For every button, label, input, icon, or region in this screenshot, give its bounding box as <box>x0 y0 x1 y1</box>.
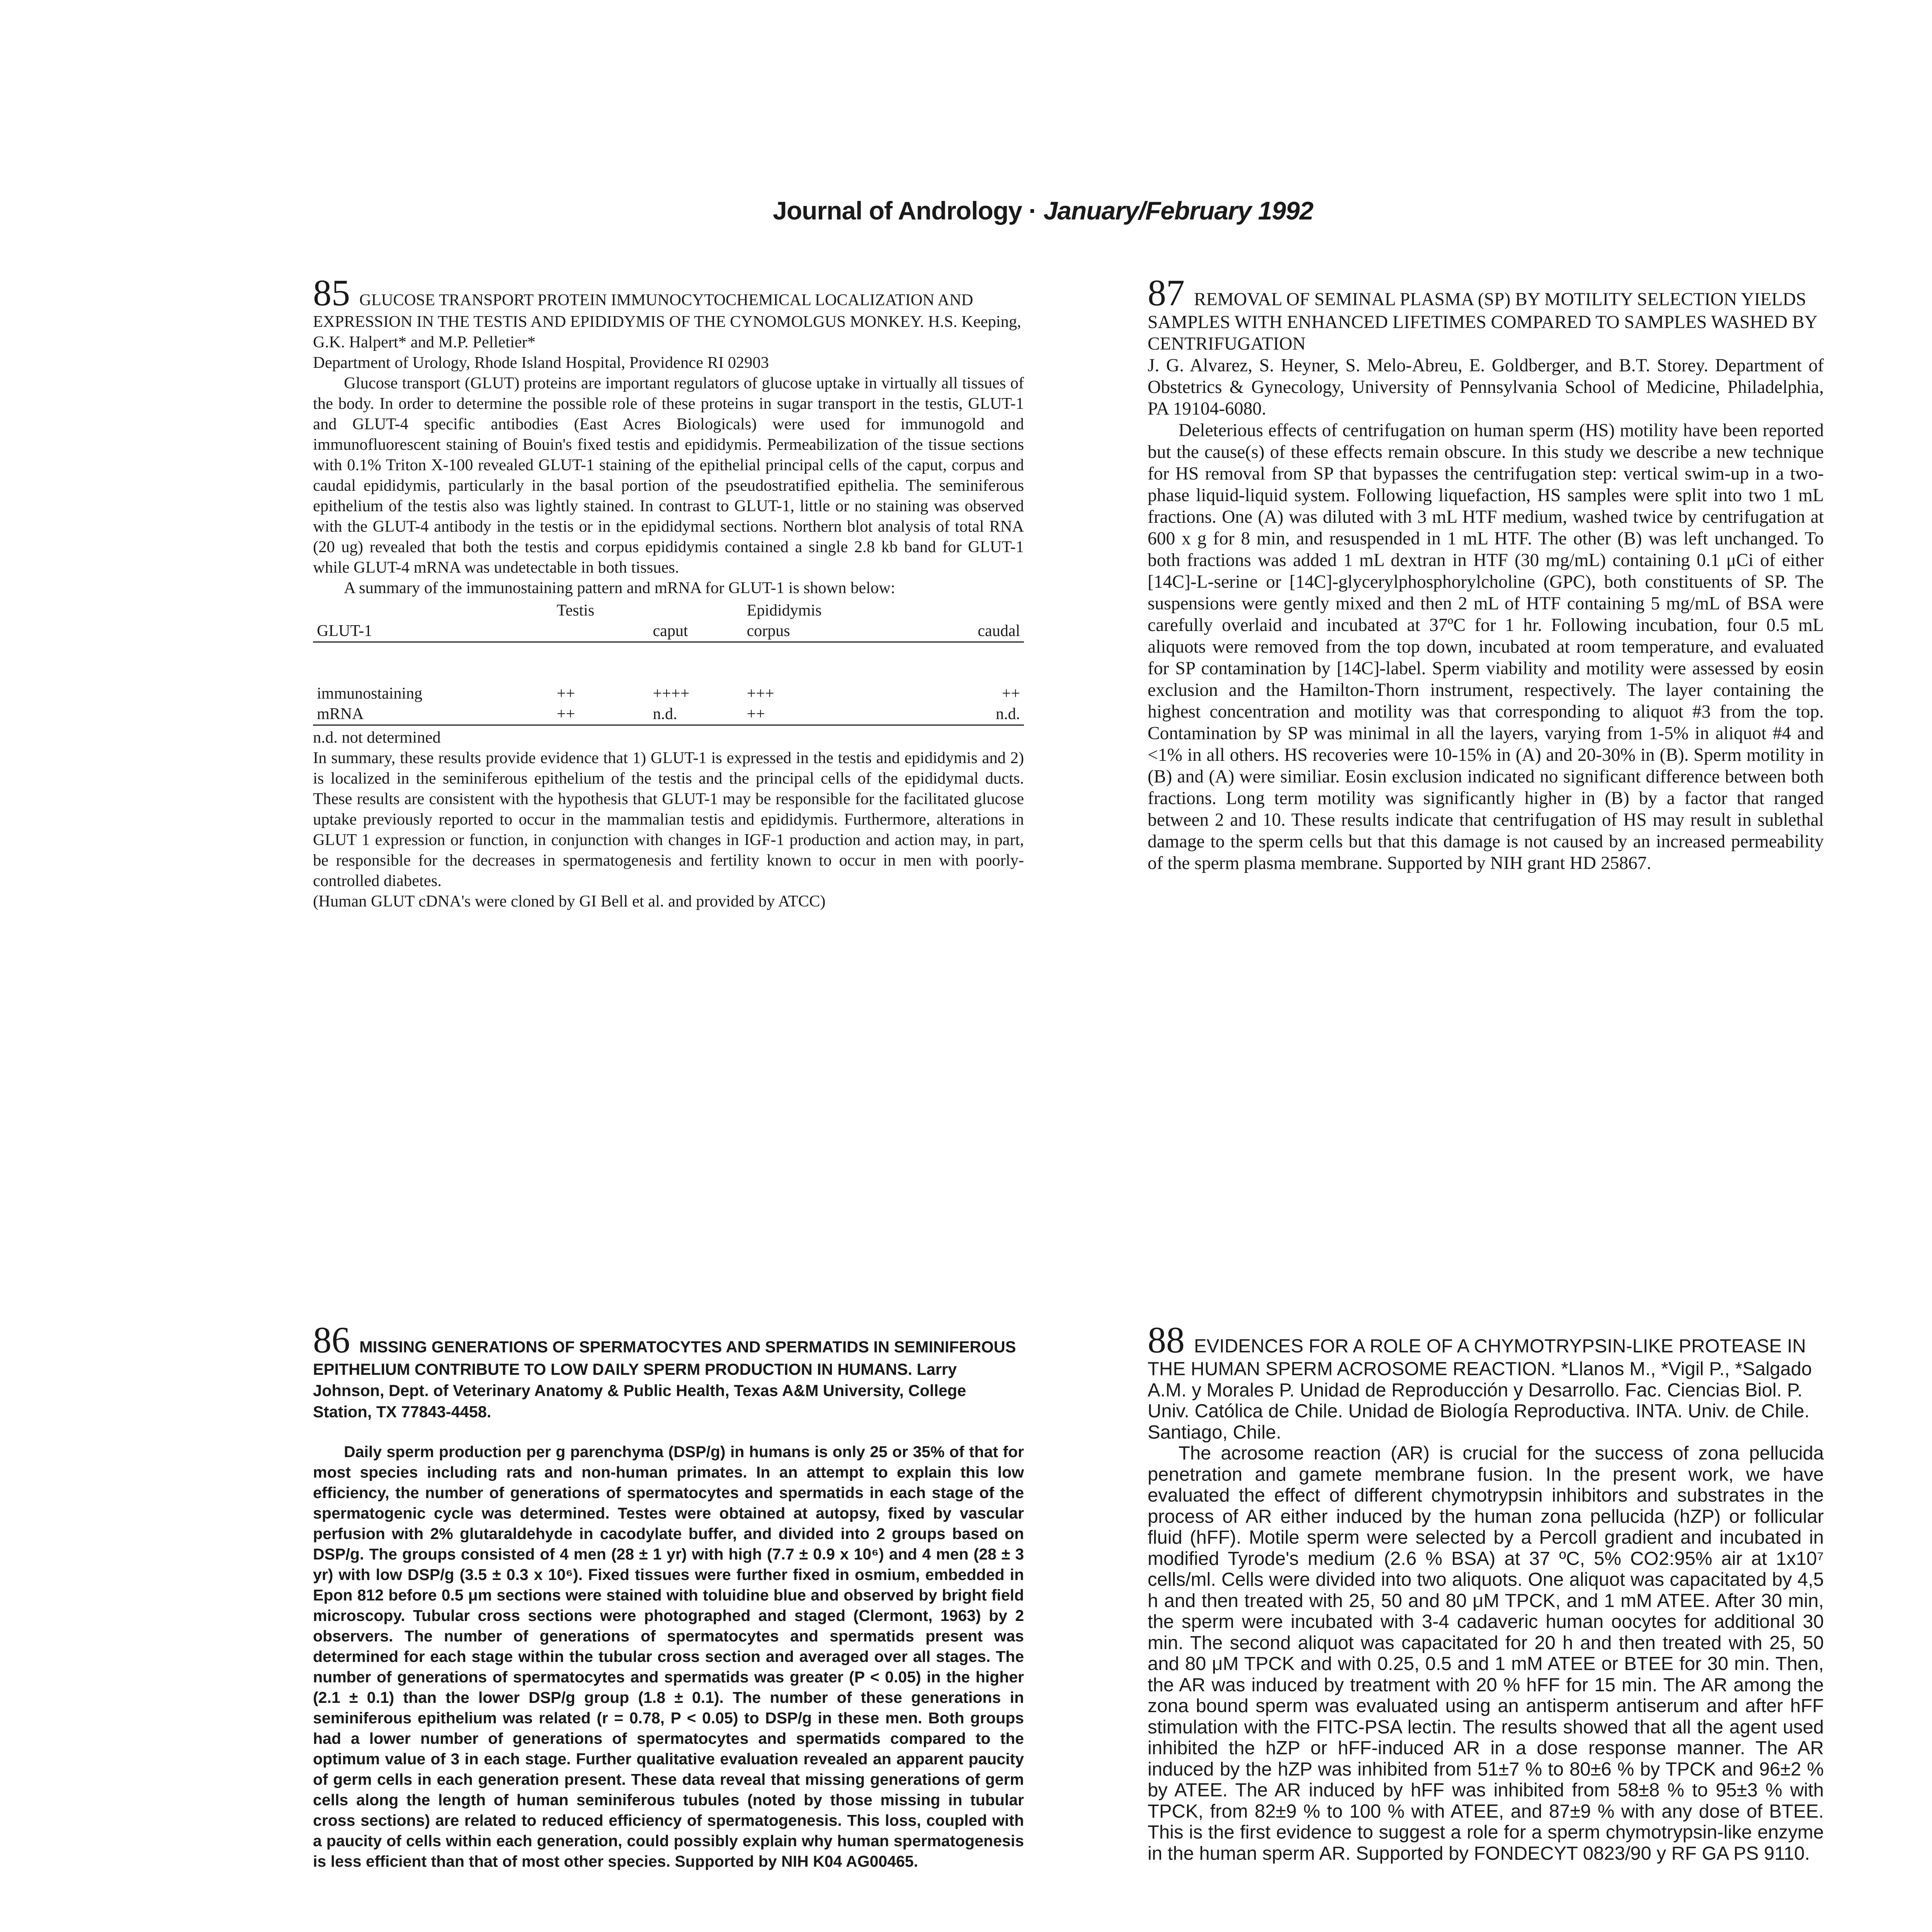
table-subheader: caput <box>649 621 743 642</box>
abstract-authors: H.S. Keeping, G.K. Halpert* and M.P. Pelletier* <box>313 313 1021 351</box>
table-subheader: caudal <box>918 621 1024 642</box>
table-row <box>313 704 1024 725</box>
abstract-number: 88 <box>1148 1319 1185 1361</box>
table-header: Testis <box>556 602 595 619</box>
abstract-title: EVIDENCES FOR A ROLE OF A CHYMOTRYPSIN-LIKE PROTEASE IN THE HUMAN SPERM ACROSOME REACTION. <box>1148 1336 1806 1379</box>
abstract-authors: J. G. Alvarez, S. Heyner, S. Melo-Abreu, E. Goldberger, and B.T. Storey. Department of Obstetrics & Gynecology, University of Pennsylvania School of Medicine, Philadelphia, PA 19104-6080. <box>1148 355 1824 419</box>
abstract-number: 85 <box>313 272 350 313</box>
table-row-label: GLUT-1 <box>313 621 553 642</box>
journal-issue: January/February 1992 <box>1043 196 1313 225</box>
table-cell: ++ <box>553 704 649 725</box>
journal-header <box>773 189 1546 232</box>
abstract-note: (Human GLUT cDNA's were cloned by GI Bell et al. and provided by ATCC) <box>313 892 826 910</box>
table-cell: mRNA <box>313 704 553 725</box>
abstract-title: MISSING GENERATIONS OF SPERMATOCYTES AND SPERMATIDS IN SEMINIFEROUS EPITHELIUM CONTRIBUTE TO LOW DAILY SPERM PRODUCTION IN HUMANS. <box>313 1338 1016 1378</box>
header-separator: · <box>1022 196 1044 225</box>
abstract-number: 86 <box>313 1319 350 1361</box>
table-cell: ++ <box>556 685 575 702</box>
abstract-paragraph: A summary of the immunostaining pattern and mRNA for GLUT-1 is shown below: <box>344 579 895 597</box>
abstract-88 <box>1148 1321 1824 1864</box>
table-cell: n.d. <box>649 704 743 725</box>
table-cell: ++++ <box>653 685 690 702</box>
abstract-title: GLUCOSE TRANSPORT PROTEIN IMMUNOCYTOCHEMICAL LOCALIZATION AND EXPRESSION IN THE TESTIS AND EPIDIDYMIS OF THE CYNOMOLGUS MONKEY. <box>313 291 973 331</box>
glut-summary-table <box>313 600 1024 726</box>
journal-name: Journal of Andrology <box>773 196 1022 225</box>
abstract-paragraph: Glucose transport (GLUT) proteins are important regulators of glucose uptake in virtually all tissues of the body. In order to determine the possible role of these proteins in sugar transport in the testis, GLUT-1 and GLUT-4 specific antibodies (East Acres Biologicals) were used for immunogold and immunofluorescent staining of Bouin's fixed testis and epididymis. Permeabilization of the tissue sections with 0.1% Triton X-100 revealed GLUT-1 staining of the epithelial principal cells of the caput, corpus and caudal epididymis, particularly in the basal portion of the pseudostratified epithelia. The seminiferous epithelium of the testis also was lightly stained. In contrast to GLUT-1, little or no staining was observed with the GLUT-4 antibody in the testis or in the epididymal sections. Northern blot analysis of total RNA (20 ug) revealed that both the testis and corpus epididymis contained a single 2.8 kb band for GLUT-1 while GLUT-4 mRNA was undetectable in both tissues. <box>313 374 1024 577</box>
abstract-paragraph: Daily sperm production per g parenchyma (DSP/g) in humans is only 25 or 35% of that for most species including rats and non-human primates. In an attempt to explain this low efficiency, the number of generations of spermatocytes and spermatids in each stage of the spermatogenic cycle was determined. Testes were obtained at autopsy, fixed by vascular perfusion with 2% glutaraldehyde in cacodylate buffer, and divided into 2 groups based on DSP/g. The groups consisted of 4 men (28 ± 1 yr) with high (7.7 ± 0.9 x 10⁶) and 4 men (28 ± 3 yr) with low DSP/g (3.5 ± 0.3 x 10⁶). Fixed tissues were further fixed in osmium, embedded in Epon 812 before 0.5 μm sections were stained with toluidine blue and observed by bright field microscopy. Tubular cross sections were photographed and staged (Clermont, 1963) by 2 observers. The number of generations of spermatocytes and spermatids present was determined for each stage within the tubular cross section and averaged over all stages. The number of generations of spermatocytes and spermatids was greater (P < 0.05) in the higher (2.1 ± 0.1) than the lower DSP/g group (1.8 ± 0.1). The number of these generations in seminiferous epithelium was related (r = 0.78, P < 0.05) to DSP/g in these men. Both groups had a lower number of generations of spermatocytes and spermatids compared to the optimum value of 3 in each stage. Further qualitative evaluation revealed an apparent paucity of germ cells in each generation present. These data reveal that missing generations of germ cells along the length of human seminiferous tubules (noted by those missing in tubular cross sections) are related to reduced efficiency of spermatogenesis. This loss, coupled with a paucity of cells within each generation, could possibly explain why human spermatogenesis is less efficient than that of most other species. Supported by NIH K04 AG00465. <box>313 1443 1024 1870</box>
abstract-paragraph: The acrosome reaction (AR) is crucial for the success of zona pellucida penetration and gamete membrane fusion. In the present work, we have evaluated the effect of different chymotrypsin inhibitors and substrates in the process of AR either induced by the human zona pellucida (hZP) or follicular fluid (hFF). Motile sperm were selected by a Percoll gradient and incubated in modified Tyrode's medium (2.6 % BSA) at 37 ºC, 5% CO2:95% air at 1x10⁷ cells/ml. Cells were divided into two aliquots. One aliquot was capacitated by 4,5 h and then treated with 25, 50 and 80 μM TPCK, and 1 mM ATEE. After 30 min, the sperm were incubated with 3-4 cadaveric human oocytes for additional 30 min. The second aliquot was capacitated for 20 h and then treated with 25, 50 and 80 μM TPCK and with 0.25, 0.5 and 1 mM ATEE or BTEE for 30 min. Then, the AR was induced by treatment with 20 % hFF for 15 min. The AR among the zona bound sperm was evaluated using an antisperm antiserum and after hFF stimulation with the FITC-PSA lectin. The results showed that all the agent used inhibited the hZP or hFF-induced AR in a dose response manner. The AR induced by the hZP was inhibited from 51±7 % to 80±6 % by TPCK and 96±2 % by ATEE. The AR induced by hFF was inhibited from 58±8 % to 95±3 % with TPCK, from 82±9 % to 100 % with ATEE, and 87±9 % with any dose of BTEE. This is the first evidence to suggest a role for a sperm chymotrypsin-like enzyme in the human sperm AR. Supported by FONDECYT 0823/90 y RF GA PS 9110. <box>1148 1443 1824 1864</box>
table-cell: ++ <box>743 704 918 725</box>
table-row <box>313 684 1024 704</box>
table-cell: +++ <box>747 685 774 702</box>
abstract-87 <box>1148 274 1824 874</box>
abstract-86 <box>313 1321 1024 1872</box>
abstract-affiliation: Department of Urology, Rhode Island Hospital, Providence RI 02903 <box>313 354 769 372</box>
abstract-paragraph: Deleterious effects of centrifugation on human sperm (HS) motility have been reported but the cause(s) of these effects remain obscure. In this study we describe a new technique for HS removal from SP that bypasses the centrifugation step: vertical swim-up in a two-phase liquid-liquid system. Following liquefaction, HS samples were split into two 1 mL fractions. One (A) was diluted with 3 mL HTF medium, washed twice by centrifugation at 600 x g for 8 min, and resuspended in 1 mL HTF. The other (B) was left unchanged. To both fractions was added 1 mL dextran in HTF (30 mg/mL) containing 0.1 μCi of either [14C]-L-serine or [14C]-glycerylphosphorylcholine (GPC), both constituents of SP. The suspensions were gently mixed and then 2 mL of HTF containing 5 mg/mL of BSA were carefully overlaid and incubated at 37ºC for 1 hr. Following incubation, four 0.5 mL aliquots were removed from the top down, incubated at room temperature, and evaluated for SP contamination by [14C]-label. Sperm viability and motility were assessed by eosin exclusion and the Hamilton-Thorn instrument, respectively. The layer containing the highest concentration and motility was that corresponding to aliquot #3 from the top. Contamination by SP was minimal in all the layers, varying from 1-5% in aliquot #4 and <1% in all others. HS recoveries were 10-15% in (A) and 20-30% in (B). Sperm motility in (B) and (A) were similiar. Eosin exclusion indicated no significant difference between both fractions. Long term motility was significantly higher in (B) by a factor that ranged between 2 and 10. These results indicate that centrifugation of HS may result in sublethal damage to the sperm cells but that this damage is not caused by an increased permeability of the sperm plasma membrane. Supported by NIH grant HD 25867. <box>1148 420 1824 873</box>
table-footnote: n.d. not determined <box>313 728 441 747</box>
abstract-number: 87 <box>1148 272 1185 313</box>
abstract-authors: *Llanos M., *Vigil P., *Salgado A.M. y Morales P. Unidad de Reproducción y Desarrollo. Fac. Ciencias Biol. P. Univ. Católica de Chile. Unidad de Biología Reproductiva. INTA. Univ. de Chile. Santiago, Chile. <box>1148 1359 1812 1443</box>
table-subheader: corpus <box>743 621 918 642</box>
table-header: Epididymis <box>747 602 822 619</box>
abstract-authors: Larry Johnson, Dept. of Veterinary Anatomy & Public Health, Texas A&M University, College Station, TX 77843-4458. <box>313 1360 966 1421</box>
abstract-paragraph: In summary, these results provide evidence that 1) GLUT-1 is expressed in the testis and epididymis and 2) is localized in the seminiferous epithelium of the testis and the principal cells of the epididymal ducts. These results are consistent with the hypothesis that GLUT-1 may be responsible for the facilitated glucose uptake previously reported to occur in the mammalian testis and epididymis. Furthermore, alterations in GLUT 1 expression or function, in conjunction with changes in IGF-1 production and action may, in part, be responsible for the decreases in spermatogenesis and fertility known to occur in men with poorly-controlled diabetes. <box>313 749 1024 890</box>
abstract-85 <box>313 274 1024 912</box>
table-cell: immunostaining <box>317 685 422 702</box>
abstract-title: REMOVAL OF SEMINAL PLASMA (SP) BY MOTILITY SELECTION YIELDS SAMPLES WITH ENHANCED LIFETIMES COMPARED TO SAMPLES WASHED BY CENTRIFUGATION <box>1148 289 1817 354</box>
table-cell: ++ <box>1002 685 1020 702</box>
table-cell: n.d. <box>918 704 1024 725</box>
